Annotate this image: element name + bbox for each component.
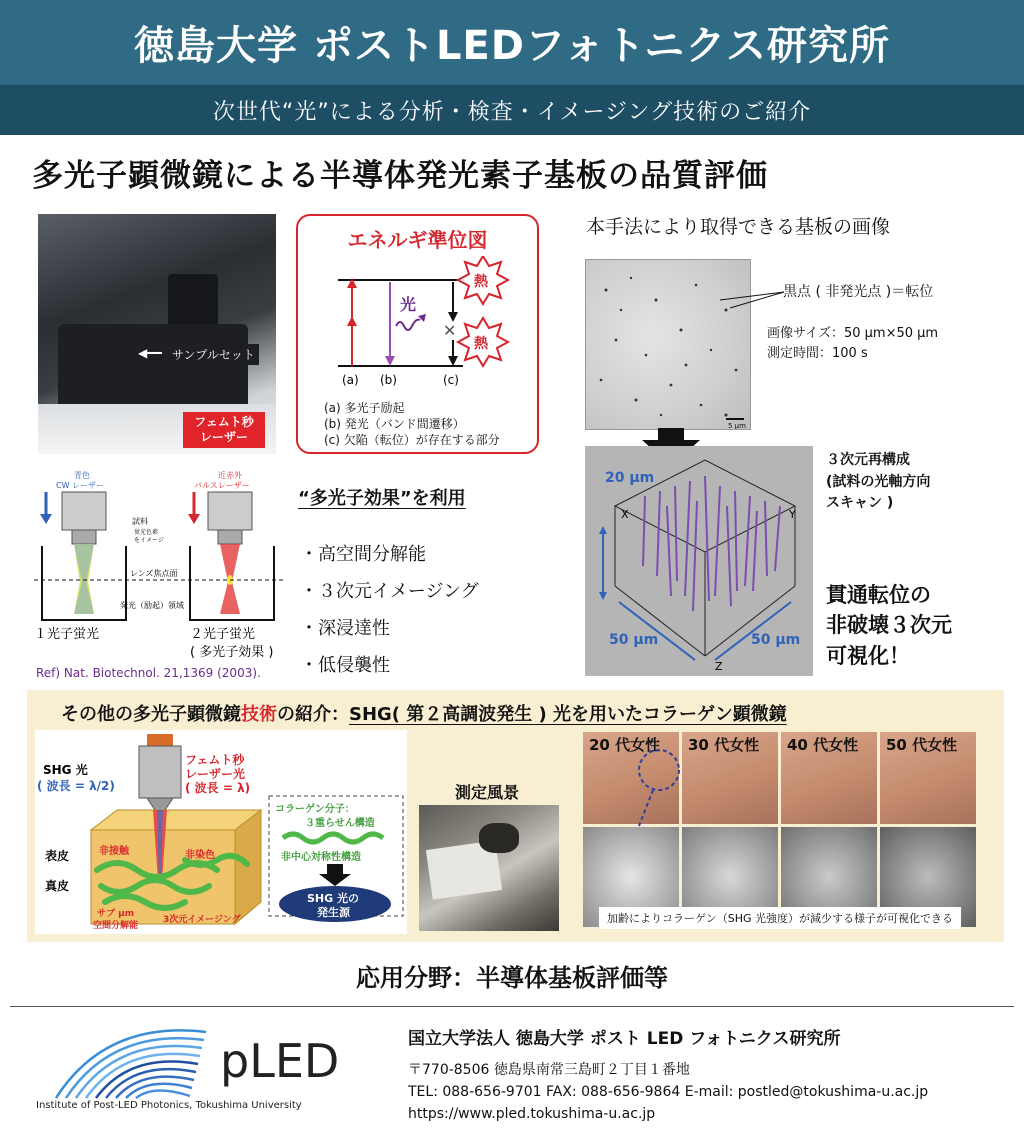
substrate-heading: 本手法により取得できる基板の画像: [586, 216, 891, 238]
feature-list: [300, 536, 479, 684]
axis-z-label: Z: [715, 660, 723, 673]
result-line: 貫通転位の: [826, 583, 931, 607]
reconstruction-plot: [585, 446, 813, 676]
website-link[interactable]: https://www.pled.tokushima-u.ac.jp: [408, 1106, 656, 1122]
contact-info: TEL: 088-656-9701 FAX: 088-656-9864 E-mail: postled@tokushima-u.ac.jp: [408, 1084, 929, 1100]
logo-text: pLED: [220, 1034, 340, 1088]
recon-line: ３次元再構成: [826, 452, 910, 468]
reconstruction-panel: [585, 446, 813, 676]
dislocation-label: 黒点 ( 非発光点 )＝転位: [783, 284, 934, 300]
shg-light-label: SHG 光: [43, 763, 88, 777]
femto-label-3: ( 波長 = λ): [185, 781, 251, 795]
list-item: ・低侵襲性: [300, 655, 390, 676]
org-name: 国立大学法人 徳島大学 ポスト LED フォトニクス研究所: [408, 1029, 841, 1049]
epidermis-label: 表皮: [45, 849, 70, 863]
effect-heading: “多光子効果”を利用: [298, 488, 466, 509]
result-line: 非破壊３次元: [826, 613, 952, 638]
axis-y-label: Y: [789, 508, 796, 521]
footer-divider: [10, 1006, 1014, 1007]
label-a: (a): [342, 373, 359, 387]
fluorescence-diagram: [34, 462, 284, 662]
focus-label: レンズ焦点面: [130, 569, 178, 578]
axis-z-length: 20 μm: [605, 470, 655, 486]
threed-label: 3次元イメージング: [163, 915, 241, 925]
one-photon-label: １光子蛍光: [34, 627, 100, 642]
cw-label-2: CW レーザー: [56, 481, 105, 490]
two-photon-label: ２光子蛍光: [190, 627, 256, 642]
shg-wave-label: ( 波長 = λ/2): [37, 779, 115, 793]
header-title: 徳島大学 ポストLEDフォトニクス研究所: [0, 0, 1024, 85]
application-field: 応用分野：半導体基板評価等: [356, 964, 668, 992]
recon-line: (試料の光軸方向: [826, 473, 931, 490]
shg-heading-red: 技術: [241, 704, 277, 725]
heat-label-bottom: 熱: [474, 336, 488, 352]
energy-level-box: [296, 214, 539, 454]
axis-x-label: X: [621, 508, 629, 521]
femto-laser-label: フェムト秒 レーザー: [183, 412, 265, 448]
femto-label-1: フェムト秒: [185, 753, 245, 767]
pulse-label-2: パルスレーザー: [194, 481, 250, 490]
axis-y-length: 50 μm: [751, 632, 801, 648]
label-b: (b): [380, 373, 397, 387]
collagen-label-2: ３重らせん構造: [305, 818, 375, 829]
age-label: 50 代女性: [886, 736, 958, 754]
shg-section: [27, 690, 1004, 942]
dermis-label: 真皮: [45, 879, 70, 893]
legend-item: (a) 多光子励起: [324, 401, 405, 415]
reconstruction-result: [826, 580, 952, 671]
label-c: (c): [443, 373, 459, 387]
list-item: ・３次元イメージング: [300, 581, 479, 602]
shg-heading: [61, 700, 787, 726]
result-line: 可視化！: [826, 643, 910, 668]
heat-label-top: 熱: [474, 274, 488, 290]
femto-label-2: レーザー光: [185, 767, 246, 781]
contact-block: [408, 1024, 928, 1125]
reference: Ref) Nat. Biotechnol. 21,1369 (2003).: [36, 666, 261, 680]
image-info: [767, 324, 938, 364]
noncentro-label: 非中心対称性構造: [281, 852, 361, 863]
logo-subtitle: Institute of Post-LED Photonics, Tokushima University: [36, 1100, 302, 1111]
subum-label-2: 空間分解能: [93, 921, 139, 931]
shg-source-label-2: 発生源: [317, 906, 350, 919]
cross-icon: ✕: [443, 321, 457, 340]
region-label: 発光（励起）領域: [120, 601, 184, 610]
age-label: 20 代女性: [589, 736, 661, 754]
shg-source-label-1: SHG 光の: [307, 892, 359, 905]
reconstruction-label: [826, 450, 930, 515]
shg-heading-a: その他の多光子顕微鏡: [61, 704, 241, 725]
legend-item: (b) 発光（バンド間遷移）: [324, 417, 465, 432]
legend-item: (c) 欠陥（転位）が存在する部分: [324, 433, 500, 448]
multi-photon-label: ( 多光子効果 ): [190, 645, 274, 660]
image-size: 画像サイズ：50 μm×50 μm: [767, 326, 939, 341]
address: 〒770-8506 徳島県南常三島町２丁目１番地: [408, 1062, 690, 1078]
arrow-left-icon: ◀━━: [138, 346, 162, 360]
noncontact-label: 非接触: [99, 846, 129, 857]
header-subtitle: 次世代“光”による分析・検査・イメージング技術のご紹介: [0, 85, 1024, 135]
sample-label: 試料: [132, 517, 148, 526]
collagen-label-1: コラーゲン分子：: [275, 804, 355, 815]
subum-label-1: サブ μm: [97, 909, 135, 919]
main-title: 多光子顕微鏡による半導体発光素子基板の品質評価: [32, 158, 768, 194]
age-label: 30 代女性: [688, 736, 760, 754]
sample-set-label: サンプルセット: [168, 344, 259, 365]
measurement-label: 測定風景: [455, 783, 520, 802]
cw-label-1: 青色: [74, 471, 90, 480]
shg-heading-underlined: SHG( 第２高調波発生 ) 光を用いたコラーゲン顕微鏡: [349, 704, 787, 725]
list-item: ・深浸達性: [300, 618, 390, 639]
pulse-label-1: 近赤外: [218, 471, 242, 480]
scale-bar-label: 5 μm: [728, 422, 746, 430]
list-item: ・高空間分解能: [300, 544, 426, 565]
shg-heading-b: の紹介：: [277, 704, 349, 725]
measurement-photo: [419, 805, 559, 931]
energy-title: エネルギ準位図: [347, 228, 488, 252]
shg-illustration: [35, 730, 407, 934]
fluor-label-2: をイメージ: [134, 537, 164, 544]
measure-time: 測定時間：100 s: [767, 346, 868, 362]
age-label: 40 代女性: [787, 736, 859, 754]
pointer-lines: [710, 284, 790, 324]
axis-x-length: 50 μm: [609, 632, 659, 648]
energy-legend: [324, 400, 500, 449]
micro-caption: 加齢によりコラーゲン（SHG 光強度）が減少する様子が可視化できる: [599, 907, 961, 929]
shg-diagram: [35, 730, 407, 934]
microscope-photo: [38, 214, 276, 454]
fluor-label-1: 蛍光色素: [134, 529, 159, 536]
nondye-label: 非染色: [185, 850, 215, 861]
age-comparison-grid: [583, 732, 975, 932]
recon-line: スキャン ): [826, 495, 894, 512]
light-label: 光: [400, 295, 417, 314]
person-head: [479, 823, 519, 853]
